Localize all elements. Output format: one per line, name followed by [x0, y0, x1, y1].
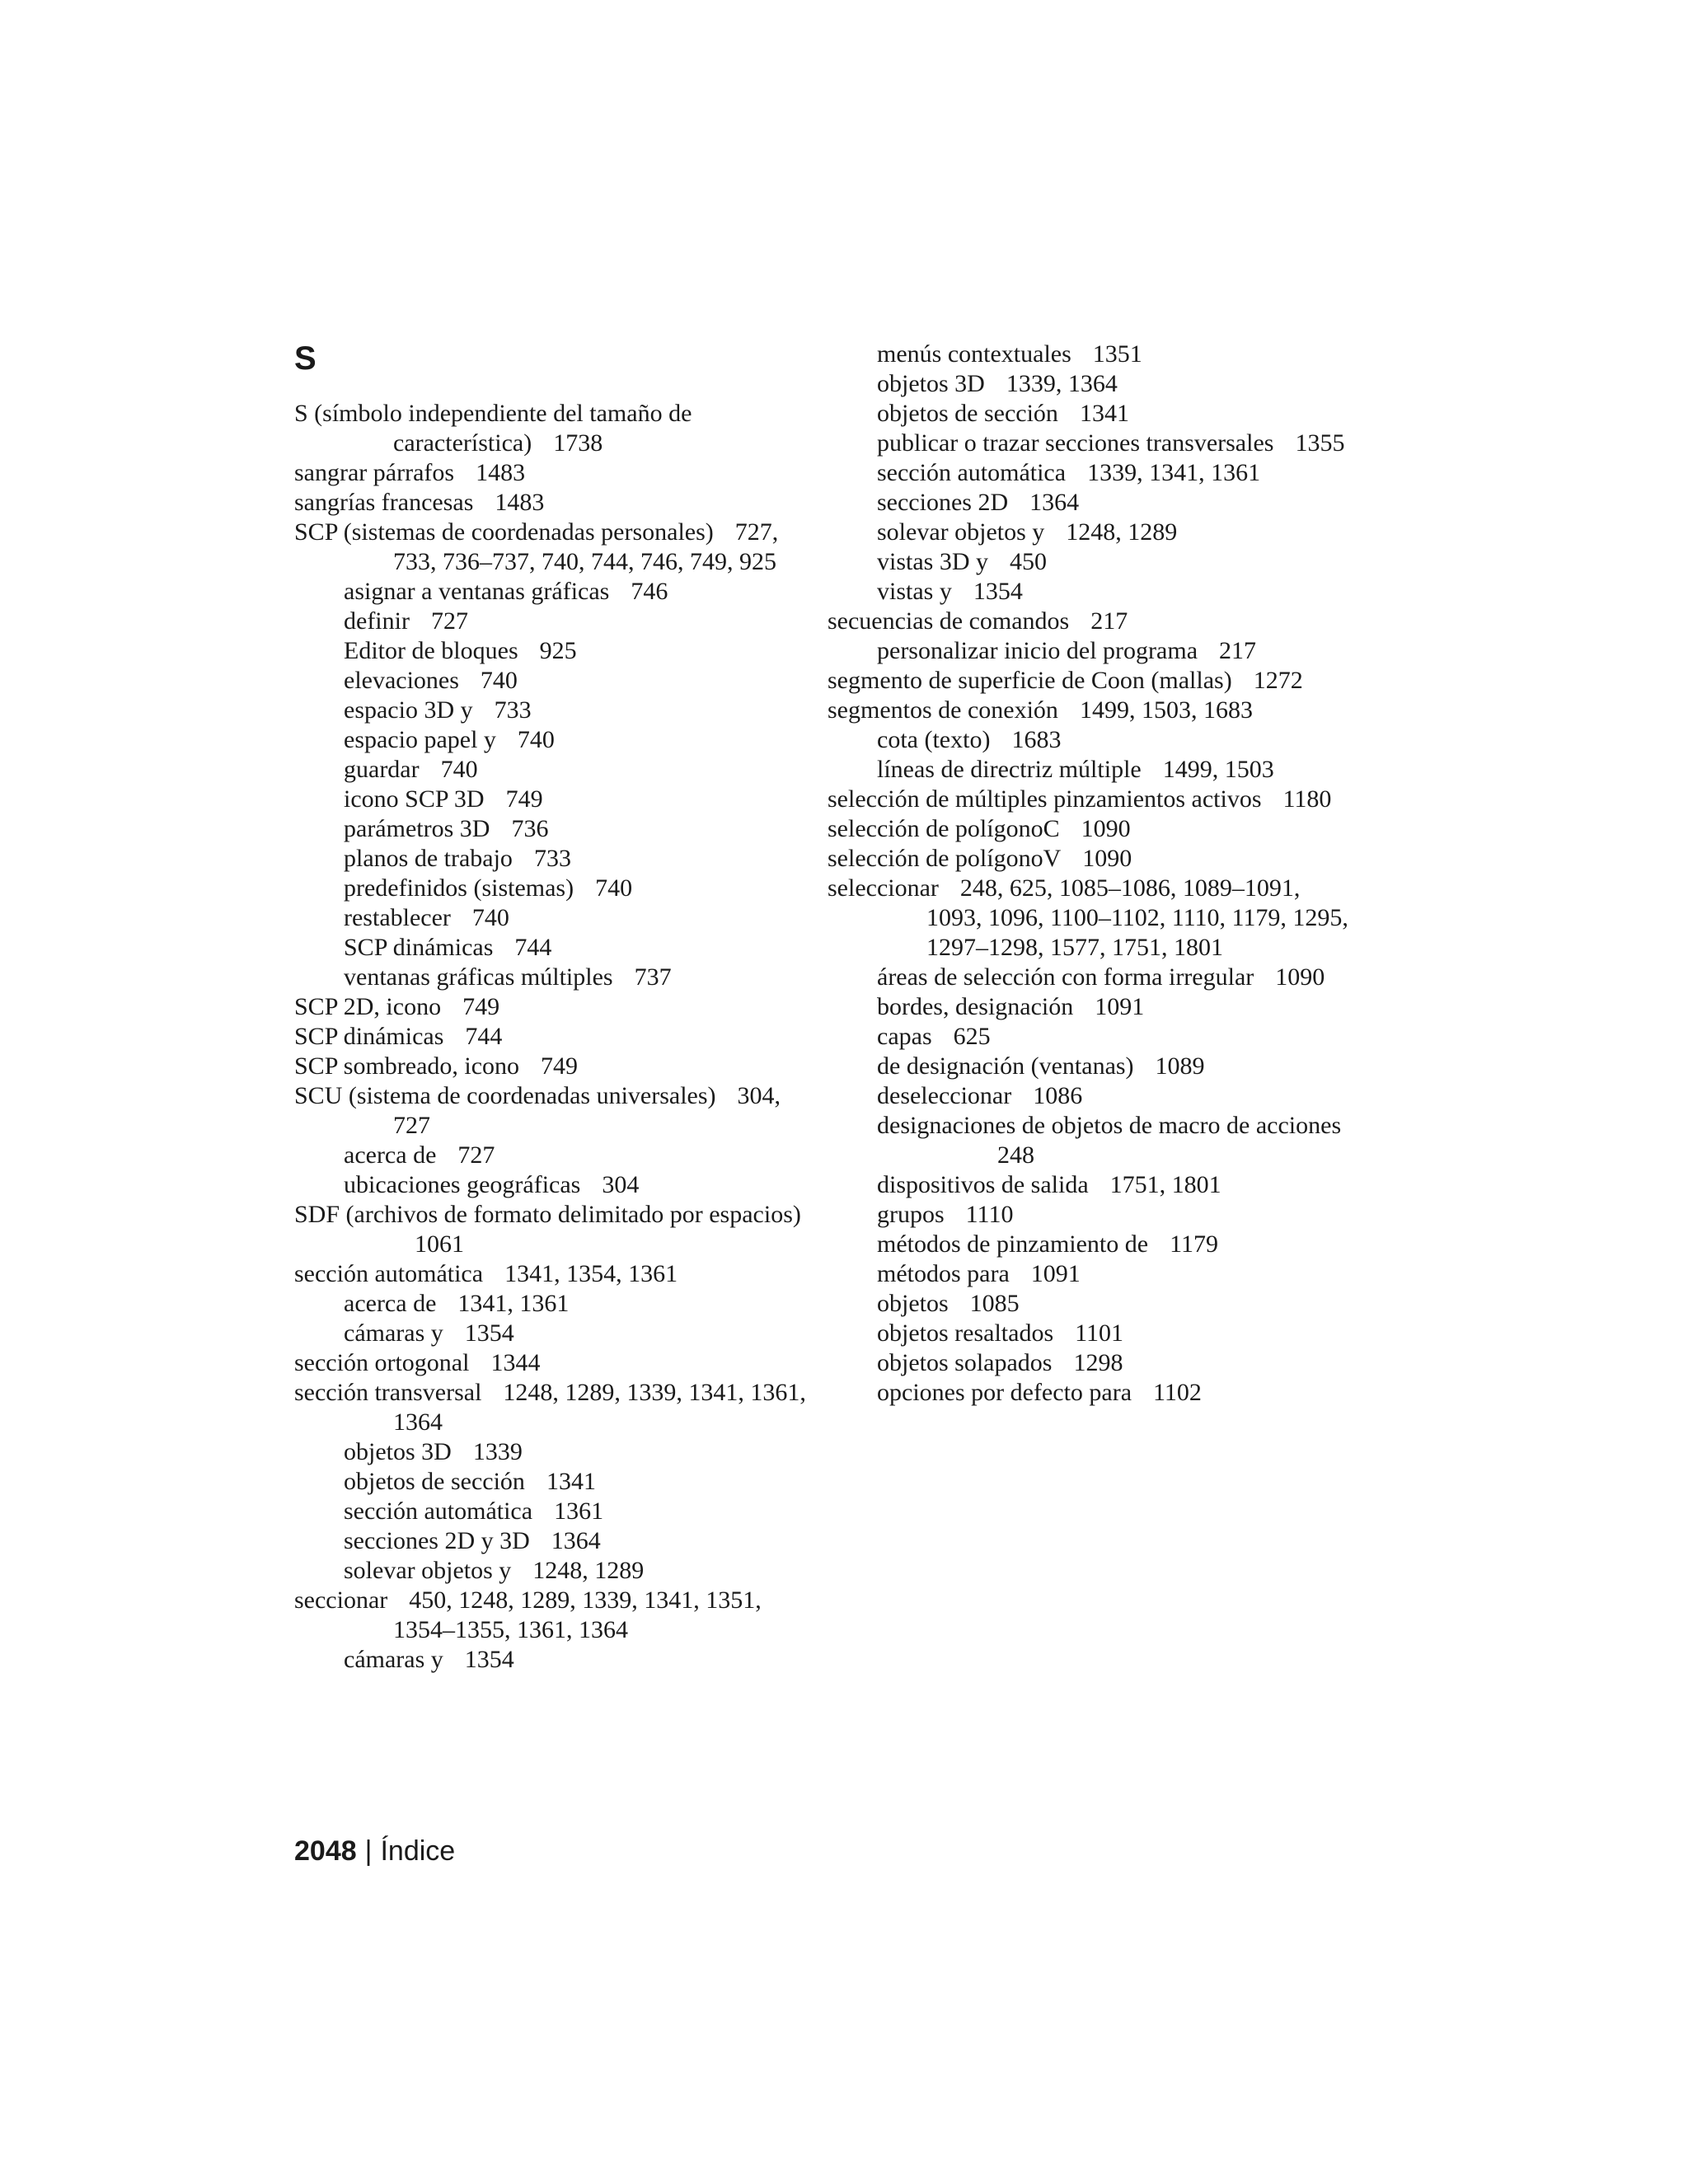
index-term: SDF (archivos de formato delimitado por espacios)	[294, 1201, 801, 1228]
index-page-refs: 1086	[1033, 1082, 1083, 1109]
index-term: icono SCP 3D	[344, 785, 485, 813]
index-page-refs: 1102	[1153, 1379, 1202, 1406]
index-subentry	[294, 696, 822, 725]
index-page-refs: 925	[539, 637, 577, 664]
page-footer	[294, 1835, 455, 1868]
index-subentry	[294, 1437, 822, 1467]
index-term: deseleccionar	[877, 1082, 1012, 1109]
index-page-refs: 1483	[476, 459, 526, 486]
index-subentry	[294, 874, 822, 903]
index-term: ubicaciones geográficas	[344, 1171, 581, 1198]
index-page-refs: 1248, 1289	[532, 1557, 645, 1584]
index-page-refs: 1110	[965, 1201, 1014, 1228]
index-page-refs: 727, 733, 736–737, 740, 744, 746, 749, 925	[393, 518, 779, 575]
index-page-refs: 1248, 1289, 1339, 1341, 1361, 1364	[393, 1379, 806, 1436]
index-entry	[294, 458, 822, 488]
index-page-refs: 1085	[969, 1290, 1020, 1317]
index-term: sangrar párrafos	[294, 459, 455, 486]
index-term: ventanas gráficas múltiples	[344, 963, 613, 991]
index-term: grupos	[877, 1201, 945, 1228]
index-page-refs: 625	[953, 1023, 991, 1050]
index-page-refs: 1351	[1092, 340, 1142, 368]
footer-title: Índice	[380, 1835, 456, 1867]
index-page-refs: 1180	[1282, 785, 1332, 813]
index-page-refs: 733	[533, 845, 571, 872]
index-term: sección automática	[877, 459, 1067, 486]
index-subentry	[294, 1319, 822, 1348]
index-subentry	[828, 518, 1355, 547]
index-term: SCP dinámicas	[294, 1023, 444, 1050]
index-subentry	[294, 666, 822, 696]
index-term: objetos solapados	[877, 1349, 1053, 1376]
index-page-refs: 749	[505, 785, 543, 813]
index-subentry	[828, 725, 1355, 755]
index-term: líneas de directriz múltiple	[877, 756, 1142, 783]
index-page-refs: 1364	[551, 1527, 601, 1554]
index-page-refs: 1341, 1354, 1361	[504, 1260, 678, 1287]
index-page-refs: 736	[511, 815, 549, 842]
index-term: asignar a ventanas gráficas	[344, 578, 610, 605]
index-subentry	[294, 1556, 822, 1586]
index-subentry	[828, 1022, 1355, 1052]
index-page-refs: 1179	[1170, 1230, 1218, 1258]
index-term: elevaciones	[344, 667, 459, 694]
index-page-refs: 1354	[464, 1646, 514, 1673]
index-page-refs: 1341, 1361	[457, 1290, 570, 1317]
index-subentry	[828, 577, 1355, 607]
index-subentry	[294, 636, 822, 666]
index-page-refs: 1339	[472, 1438, 523, 1465]
index-page-refs: 1272	[1253, 667, 1303, 694]
index-term: segmento de superficie de Coon (mallas)	[828, 667, 1232, 694]
index-term: objetos resaltados	[877, 1319, 1054, 1347]
index-entry	[294, 1259, 822, 1289]
index-entry	[294, 1022, 822, 1052]
index-term: áreas de selección con forma irregular	[877, 963, 1254, 991]
index-term: espacio papel y	[344, 726, 496, 753]
index-page-refs: 737	[634, 963, 672, 991]
index-subentry	[828, 1230, 1355, 1259]
page-number: 2048	[294, 1835, 357, 1867]
index-subentry	[828, 992, 1355, 1022]
index-entry	[828, 874, 1355, 963]
index-column-right	[828, 340, 1355, 1408]
index-page-refs: 744	[514, 934, 552, 961]
index-term: vistas y	[877, 578, 952, 605]
index-entry	[828, 814, 1355, 844]
index-term: sección ortogonal	[294, 1349, 470, 1376]
index-column-left	[294, 399, 822, 1675]
index-subentry	[828, 399, 1355, 429]
index-term: objetos de sección	[877, 400, 1058, 427]
index-subentry	[828, 1170, 1355, 1200]
footer-separator: |	[364, 1835, 373, 1867]
index-subentry	[828, 1200, 1355, 1230]
index-subentry	[294, 607, 822, 636]
index-term: parámetros 3D	[344, 815, 490, 842]
index-term: cámaras y	[344, 1646, 443, 1673]
index-subentry	[828, 1319, 1355, 1348]
index-subentry	[294, 1645, 822, 1675]
index-page-refs: 746	[631, 578, 668, 605]
index-term: personalizar inicio del programa	[877, 637, 1198, 664]
index-term: objetos de sección	[344, 1468, 525, 1495]
index-term: segmentos de conexión	[828, 696, 1058, 724]
index-term: Editor de bloques	[344, 637, 518, 664]
index-term: secciones 2D y 3D	[344, 1527, 530, 1554]
index-term: definir	[344, 607, 410, 635]
index-term: cota (texto)	[877, 726, 991, 753]
index-subentry	[828, 1111, 1355, 1170]
index-term: menús contextuales	[877, 340, 1071, 368]
index-subentry	[294, 785, 822, 814]
index-page-refs: 1355	[1295, 429, 1345, 457]
index-subentry	[828, 636, 1355, 666]
index-page-refs: 1738	[553, 429, 603, 457]
index-subentry	[828, 963, 1355, 992]
index-page-refs: 1298	[1073, 1349, 1123, 1376]
index-page-refs: 740	[440, 756, 478, 783]
index-page-refs: 1248, 1289	[1066, 518, 1178, 546]
index-page-refs: 1089	[1155, 1052, 1205, 1080]
index-subentry	[294, 963, 822, 992]
section-letter-heading: S	[294, 340, 316, 377]
index-term: sección transversal	[294, 1379, 482, 1406]
index-page-refs: 1683	[1011, 726, 1062, 753]
index-term: selección de múltiples pinzamientos activos	[828, 785, 1262, 813]
index-term: seccionar	[294, 1586, 388, 1614]
index-term: S (símbolo independiente del tamaño de característica)	[294, 400, 692, 457]
index-page-refs: 1090	[1081, 815, 1131, 842]
index-subentry	[294, 844, 822, 874]
index-term: SCP dinámicas	[344, 934, 494, 961]
index-subentry	[828, 1348, 1355, 1378]
index-page-refs: 217	[1219, 637, 1257, 664]
index-entry	[294, 399, 822, 458]
index-term: acerca de	[344, 1141, 437, 1169]
index-term: selección de polígonoC	[828, 815, 1060, 842]
index-page-refs: 740	[471, 904, 509, 931]
index-subentry	[828, 755, 1355, 785]
index-subentry	[294, 1526, 822, 1556]
index-page-refs: 1499, 1503, 1683	[1079, 696, 1253, 724]
index-term: predefinidos (sistemas)	[344, 874, 574, 902]
index-page-refs: 1361	[554, 1497, 604, 1525]
index-page-refs: 248, 625, 1085–1086, 1089–1091, 1093, 1096, 1100–1102, 1110, 1179, 1295, 1297–1298, 1577, 1751, 1801	[926, 874, 1348, 961]
index-page-refs: 1499, 1503	[1162, 756, 1274, 783]
index-term: solevar objetos y	[877, 518, 1045, 546]
index-subentry	[828, 1259, 1355, 1289]
index-entry	[294, 1586, 822, 1645]
index-page-refs: 1339, 1341, 1361	[1087, 459, 1261, 486]
index-entry	[294, 1200, 822, 1259]
index-entry	[828, 666, 1355, 696]
index-page-refs: 1101	[1075, 1319, 1124, 1347]
index-page-refs: 1364	[1029, 489, 1080, 516]
index-subentry	[828, 1378, 1355, 1408]
index-page-refs: 1751, 1801	[1109, 1171, 1221, 1198]
index-term: SCU (sistema de coordenadas universales)	[294, 1082, 716, 1109]
index-subentry	[828, 340, 1355, 369]
index-page-refs: 1354	[973, 578, 1023, 605]
index-entry	[828, 696, 1355, 725]
index-entry	[828, 607, 1355, 636]
index-subentry	[828, 547, 1355, 577]
index-subentry	[294, 755, 822, 785]
index-term: restablecer	[344, 904, 451, 931]
index-term: selección de polígonoV	[828, 845, 1062, 872]
index-subentry	[294, 1289, 822, 1319]
index-subentry	[294, 1497, 822, 1526]
index-entry	[294, 1081, 822, 1141]
index-term: designaciones de objetos de macro de acciones	[877, 1112, 1342, 1139]
index-term: guardar	[344, 756, 420, 783]
index-entry	[294, 992, 822, 1022]
index-subentry	[294, 1141, 822, 1170]
index-page-refs: 733	[494, 696, 532, 724]
index-page-refs: 1354	[464, 1319, 514, 1347]
index-term: vistas 3D y	[877, 548, 988, 575]
index-page-refs: 740	[595, 874, 633, 902]
index-page-refs: 744	[465, 1023, 503, 1050]
index-subentry	[294, 577, 822, 607]
index-term: publicar o trazar secciones transversales	[877, 429, 1274, 457]
index-subentry	[828, 1052, 1355, 1081]
index-subentry	[294, 903, 822, 933]
index-term: SCP (sistemas de coordenadas personales)	[294, 518, 714, 546]
index-term: objetos 3D	[877, 370, 985, 397]
index-subentry	[294, 1170, 822, 1200]
index-page-refs: 248	[997, 1141, 1034, 1169]
index-subentry	[828, 429, 1355, 458]
index-page-refs: 1341	[546, 1468, 596, 1495]
index-subentry	[828, 1289, 1355, 1319]
index-subentry	[828, 1081, 1355, 1111]
index-entry	[294, 518, 822, 577]
index-page-refs: 1090	[1275, 963, 1325, 991]
index-term: cámaras y	[344, 1319, 443, 1347]
index-page-refs: 304, 727	[393, 1082, 781, 1139]
index-term: dispositivos de salida	[877, 1171, 1089, 1198]
index-page-refs: 727	[430, 607, 468, 635]
index-entry	[828, 844, 1355, 874]
index-subentry	[294, 1467, 822, 1497]
index-term: de designación (ventanas)	[877, 1052, 1134, 1080]
index-term: opciones por defecto para	[877, 1379, 1132, 1406]
index-page-refs: 1339, 1364	[1006, 370, 1118, 397]
index-term: SCP 2D, icono	[294, 993, 442, 1020]
index-page-refs: 1061	[415, 1230, 464, 1258]
index-term: espacio 3D y	[344, 696, 473, 724]
index-entry	[828, 785, 1355, 814]
index-subentry	[294, 814, 822, 844]
index-term: seleccionar	[828, 874, 939, 902]
index-term: bordes, designación	[877, 993, 1074, 1020]
index-term: capas	[877, 1023, 932, 1050]
index-term: objetos	[877, 1290, 949, 1317]
index-page-refs: 450	[1010, 548, 1047, 575]
index-page-refs: 1341	[1079, 400, 1129, 427]
index-page-refs: 740	[517, 726, 555, 753]
index-subentry	[828, 369, 1355, 399]
index-term: SCP sombreado, icono	[294, 1052, 520, 1080]
index-term: secuencias de comandos	[828, 607, 1070, 635]
index-page-refs: 749	[541, 1052, 579, 1080]
index-term: secciones 2D	[877, 489, 1009, 516]
index-entry	[294, 1052, 822, 1081]
index-page-refs: 217	[1090, 607, 1128, 635]
index-page-refs: 740	[480, 667, 518, 694]
index-term: sección automática	[294, 1260, 484, 1287]
index-subentry	[294, 725, 822, 755]
index-entry	[294, 488, 822, 518]
index-subentry	[294, 933, 822, 963]
index-term: sangrías francesas	[294, 489, 474, 516]
index-entry	[294, 1378, 822, 1437]
index-term: acerca de	[344, 1290, 437, 1317]
index-term: sección automática	[344, 1497, 533, 1525]
index-page-refs: 1344	[490, 1349, 541, 1376]
index-page-refs: 304	[602, 1171, 640, 1198]
index-entry	[294, 1348, 822, 1378]
index-term: planos de trabajo	[344, 845, 513, 872]
index-subentry	[828, 458, 1355, 488]
index-page-refs: 1091	[1095, 993, 1145, 1020]
index-term: solevar objetos y	[344, 1557, 512, 1584]
index-page-refs: 749	[462, 993, 500, 1020]
index-page-refs: 450, 1248, 1289, 1339, 1341, 1351, 1354–1355, 1361, 1364	[393, 1586, 762, 1643]
index-term: métodos para	[877, 1260, 1010, 1287]
index-subentry	[828, 488, 1355, 518]
index-page-refs: 1090	[1082, 845, 1132, 872]
index-term: métodos de pinzamiento de	[877, 1230, 1149, 1258]
index-page-refs: 1483	[495, 489, 545, 516]
index-term: objetos 3D	[344, 1438, 452, 1465]
index-page-refs: 1091	[1030, 1260, 1081, 1287]
index-page-refs: 727	[457, 1141, 495, 1169]
